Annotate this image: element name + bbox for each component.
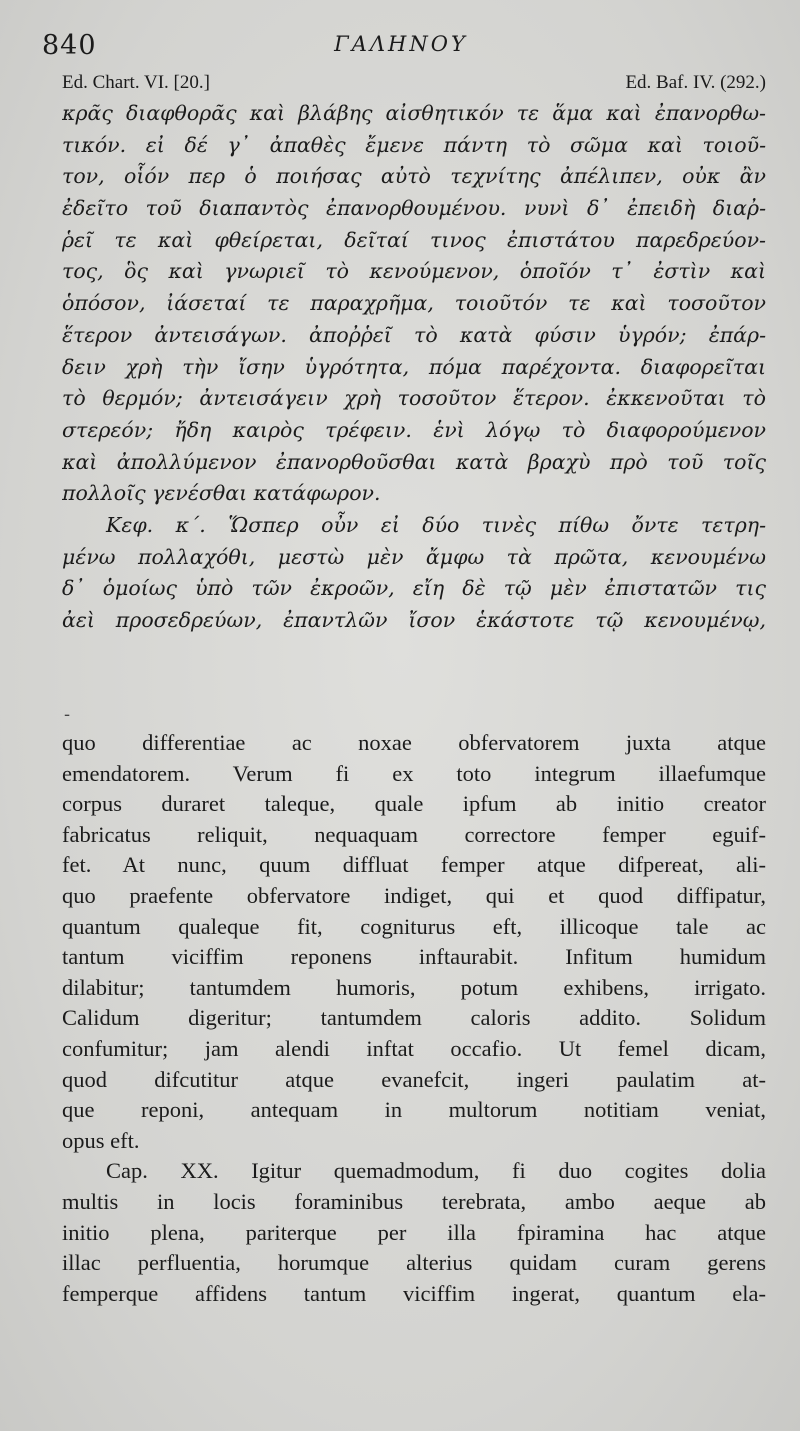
latin-line: femperque affidens tantum viciffim ingerat, quantum ela-: [62, 1280, 766, 1306]
greek-line: δ᾿ ὁμοίως ὑπὸ τῶν ἐκροῶν, εἴη δὲ τῷ μὲν ἐπιστατῶν τις: [62, 576, 766, 601]
greek-line: δειν χρὴ τὴν ἴσην ὑγρότητα, πόμα παρέχοντα. διαφορεῖται: [62, 354, 766, 379]
latin-line: illac perfluentia, horumque alterius quidam curam gerens: [62, 1250, 766, 1276]
greek-line: ῥεῖ τε καὶ φθείρεται, δεῖταί τινος ἐπιστάτου παρεδρεύον-: [62, 227, 766, 252]
separator-mark: -: [64, 704, 71, 725]
latin-line: quod difcutitur atque evanefcit, ingeri paulatim at-: [62, 1066, 766, 1092]
greek-line: τον, οἷόν περ ὁ ποιήσας αὐτὸ τεχνίτης ἀπέλιπεν, οὐκ ἂν: [62, 164, 766, 189]
latin-line: corpus duraret taleque, quale ipfum ab initio creator: [62, 791, 766, 817]
latin-text-block: [62, 728, 766, 1309]
greek-line: κρᾶς διαφθορᾶς καὶ βλάβης αἰσθητικόν τε ἅμα καὶ ἐπανορθω-: [62, 101, 766, 125]
latin-line: que reponi, antequam in multorum notitiam veniat,: [62, 1097, 766, 1123]
greek-line: τος, ὃς καὶ γνωριεῖ τὸ κενούμενον, ὁποῖόν τ᾿ ἐστὶν καὶ: [62, 259, 766, 284]
latin-line: tantum viciffim reponens inftaurabit. Infitum humidum: [62, 944, 766, 970]
running-title: ΓΑΛΗΝΟΥ: [334, 32, 468, 56]
latin-line: quo praefente obfervatore indiget, qui et quod diffipatur,: [62, 882, 766, 908]
greek-line: καὶ ἀπολλύμενον ἐπανορθοῦσθαι κατὰ βραχὺ πρὸ τοῦ τοῖς: [62, 449, 766, 474]
page-number: 840: [42, 30, 97, 61]
greek-line: μένω πολλαχόθι, μεστὼ μὲν ἄμφω τὰ πρῶτα, κενουμένω: [62, 544, 766, 569]
latin-line: initio plena, pariterque per illa fpiramina hac atque: [62, 1219, 766, 1245]
greek-text-block: [62, 98, 766, 637]
latin-line: quo differentiae ac noxae obfervatorem juxta atque: [62, 730, 766, 755]
latin-line: quantum qualeque fit, cogniturus eft, illicoque tale ac: [62, 913, 766, 939]
greek-line: ἕτερον ἀντεισάγων. ἀποῤῥεῖ τὸ κατὰ φύσιν ὑγρόν; ἐπάρ-: [62, 322, 766, 347]
greek-line: ἐδεῖτο τοῦ διαπαντὸς ἐπανορθουμένου. νυνὶ δ᾿ ἐπειδὴ διαῤ-: [62, 196, 766, 221]
page-header: [42, 28, 760, 68]
latin-line: dilabitur; tantumdem humoris, potum exhibens, irrigato.: [62, 974, 766, 1000]
greek-chapter-heading-line: Κεφ. κ΄. Ὥσπερ οὖν εἰ δύο τινὲς πίθω ὄντε τετρη-: [106, 512, 766, 537]
greek-line: τὸ θερμόν; ἀντεισάγειν χρὴ τοσοῦτον ἕτερον. ἐκκενοῦται τὸ: [62, 386, 766, 411]
edition-ref-basel: Ed. Baf. IV. (292.): [625, 72, 766, 93]
latin-line: Calidum digeritur; tantumdem caloris addito. Solidum: [62, 1005, 766, 1031]
edition-ref-chart: Ed. Chart. VI. [20.]: [62, 72, 210, 93]
greek-line: ὁπόσον, ἰάσεταί τε παραχρῆμα, τοιοῦτόν τε καὶ τοσοῦτον: [62, 291, 766, 316]
latin-line: emendatorem. Verum fi ex toto integrum illaefumque: [62, 760, 766, 786]
latin-line: opus eft.: [62, 1127, 140, 1153]
edition-references: [62, 72, 766, 100]
greek-line: ἀεὶ προσεδρεύων, ἐπαντλῶν ἴσον ἑκάστοτε τῷ κενουμένῳ,: [62, 608, 766, 632]
greek-line: στερεόν; ἤδη καιρὸς τρέφειν. ἑνὶ λόγῳ τὸ διαφορούμενον: [62, 417, 766, 442]
latin-line: fabricatus reliquit, nequaquam correctore femper eguif-: [62, 821, 766, 847]
latin-line: multis in locis foraminibus terebrata, ambo aeque ab: [62, 1188, 766, 1214]
greek-line: τικόν. εἰ δέ γ᾿ ἀπαθὲς ἔμενε πάντη τὸ σῶμα καὶ τοιοῦ-: [62, 132, 766, 157]
latin-line: confumitur; jam alendi inftat occafio. Ut femel dicam,: [62, 1035, 766, 1061]
greek-line: πολλοῖς γενέσθαι κατάφωρον.: [62, 481, 381, 506]
latin-chapter-heading-line: Cap. XX. Igitur quemadmodum, fi duo cogites dolia: [106, 1158, 766, 1184]
latin-line: fet. At nunc, quum diffluat femper atque difpereat, ali-: [62, 852, 766, 878]
